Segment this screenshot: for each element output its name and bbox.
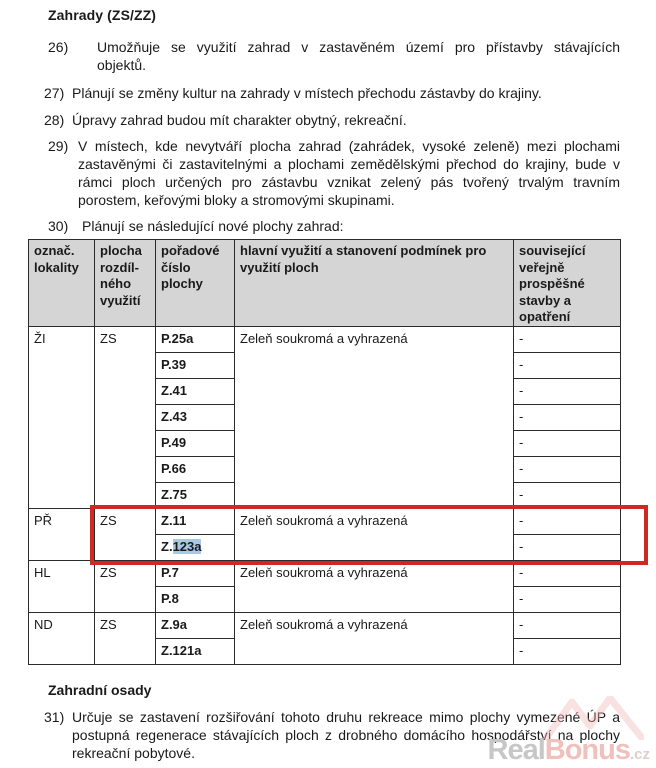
paragraph-31-text: Určuje se zastavení rozšiřování tohoto druhu rekreace mimo plochy vymezené ÚP a postupná regenerace stávajících ploch z drobného domácího hospodářství na plochy rekreační pobytové. [72, 709, 620, 761]
paragraph-30 [48, 217, 620, 235]
paragraph-28-text: Úpravy zahrad budou mít charakter obytný, rekreační. [72, 112, 407, 128]
paragraph-31-number: 31) [44, 709, 65, 725]
plot-number-cell: P.49 [156, 431, 235, 457]
related-structures-cell: - [514, 431, 621, 457]
related-structures-cell: - [514, 613, 621, 639]
use-type-cell: ZS [95, 561, 156, 613]
page-title: Zahrady (ZS/ZZ) [48, 7, 157, 23]
related-structures-cell: - [514, 587, 621, 613]
watermark-real: Real [487, 734, 545, 766]
column-header-0: označ. lokality [29, 240, 95, 327]
main-use-cell: Zeleň soukromá a vyhrazená [235, 509, 514, 561]
plot-number-cell: P.66 [156, 457, 235, 483]
plot-number-cell: Z.41 [156, 379, 235, 405]
plot-number-cell: Z.11 [156, 509, 235, 535]
paragraph-30-number: 30) [48, 218, 69, 234]
table-row [29, 327, 621, 353]
locality-cell: ŽI [29, 327, 95, 509]
paragraph-27-text: Plánují se změny kultur na zahrady v místech přechodu zástavby do krajiny. [72, 85, 542, 101]
column-header-3: hlavní využití a stanovení podmínek pro využití ploch [235, 240, 514, 327]
paragraph-26 [48, 38, 620, 74]
related-structures-cell: - [514, 483, 621, 509]
plot-number-cell: P.8 [156, 587, 235, 613]
use-type-cell: ZS [95, 613, 156, 665]
paragraph-29-text: V místech, kde nevytváří plocha zahrad (zahrádek, vysoké zeleně) mezi plochami zastavěnými či zastavitelnými a plochami zemědělskými přechod do krajiny, bude v rámci ploch určených pro zástavbu vznikat zelený pás tvořený trvalým travním porostem, keřovými bloky a stromovými skupinami. [78, 138, 620, 208]
related-structures-cell: - [514, 509, 621, 535]
text-selection-highlight: 123a [172, 539, 202, 554]
paragraph-27-number: 27) [44, 85, 65, 101]
column-header-4: související veřejně prospěšné stavby a opatření [514, 240, 621, 327]
paragraph-28-number: 28) [44, 112, 65, 128]
watermark-cz: .cz [629, 746, 650, 763]
paragraph-26-number: 26) [48, 39, 69, 55]
use-type-cell: ZS [95, 327, 156, 509]
locality-cell: HL [29, 561, 95, 613]
watermark-bonus: Bonus [544, 734, 630, 766]
locality-cell: PŘ [29, 509, 95, 561]
main-use-cell: Zeleň soukromá a vyhrazená [235, 561, 514, 613]
zahrady-table-body [29, 327, 621, 665]
zahrady-table-header [29, 240, 621, 327]
locality-cell: ND [29, 613, 95, 665]
use-type-cell: ZS [95, 509, 156, 561]
related-structures-cell: - [514, 639, 621, 665]
related-structures-cell: - [514, 561, 621, 587]
paragraph-29-number: 29) [48, 138, 69, 154]
plot-number-cell: Z.9a [156, 613, 235, 639]
paragraph-28 [44, 111, 624, 129]
plot-number-cell: P.7 [156, 561, 235, 587]
table-header-row [29, 240, 621, 327]
plot-number-cell: Z.121a [156, 639, 235, 665]
column-header-1: plocha rozdíl- ného využití [95, 240, 156, 327]
related-structures-cell: - [514, 405, 621, 431]
section-title-zahradni-osady: Zahradní osady [48, 682, 152, 698]
related-structures-cell: - [514, 379, 621, 405]
paragraph-26-text: Umožňuje se využití zahrad v zastavěném území pro přístavby stávajících objektů. [97, 39, 620, 73]
table-row [29, 561, 621, 587]
related-structures-cell: - [514, 457, 621, 483]
paragraph-27 [44, 84, 624, 102]
table-row [29, 613, 621, 639]
related-structures-cell: - [514, 535, 621, 561]
plot-number-cell: P.39 [156, 353, 235, 379]
plot-number-cell: P.25a [156, 327, 235, 353]
main-use-cell: Zeleň soukromá a vyhrazená [235, 613, 514, 665]
plot-number-cell: Z.75 [156, 483, 235, 509]
paragraph-29 [48, 137, 620, 209]
column-header-2: pořadové číslo plochy [156, 240, 235, 327]
plot-number-cell: Z.123a [156, 535, 235, 561]
related-structures-cell: - [514, 353, 621, 379]
plot-number-cell: Z.43 [156, 405, 235, 431]
related-structures-cell: - [514, 327, 621, 353]
table-row [29, 509, 621, 535]
zahrady-table [28, 239, 621, 665]
watermark [488, 734, 651, 767]
main-use-cell: Zeleň soukromá a vyhrazená [235, 327, 514, 509]
paragraph-30-text: Plánují se následující nové plochy zahrad: [82, 218, 344, 234]
